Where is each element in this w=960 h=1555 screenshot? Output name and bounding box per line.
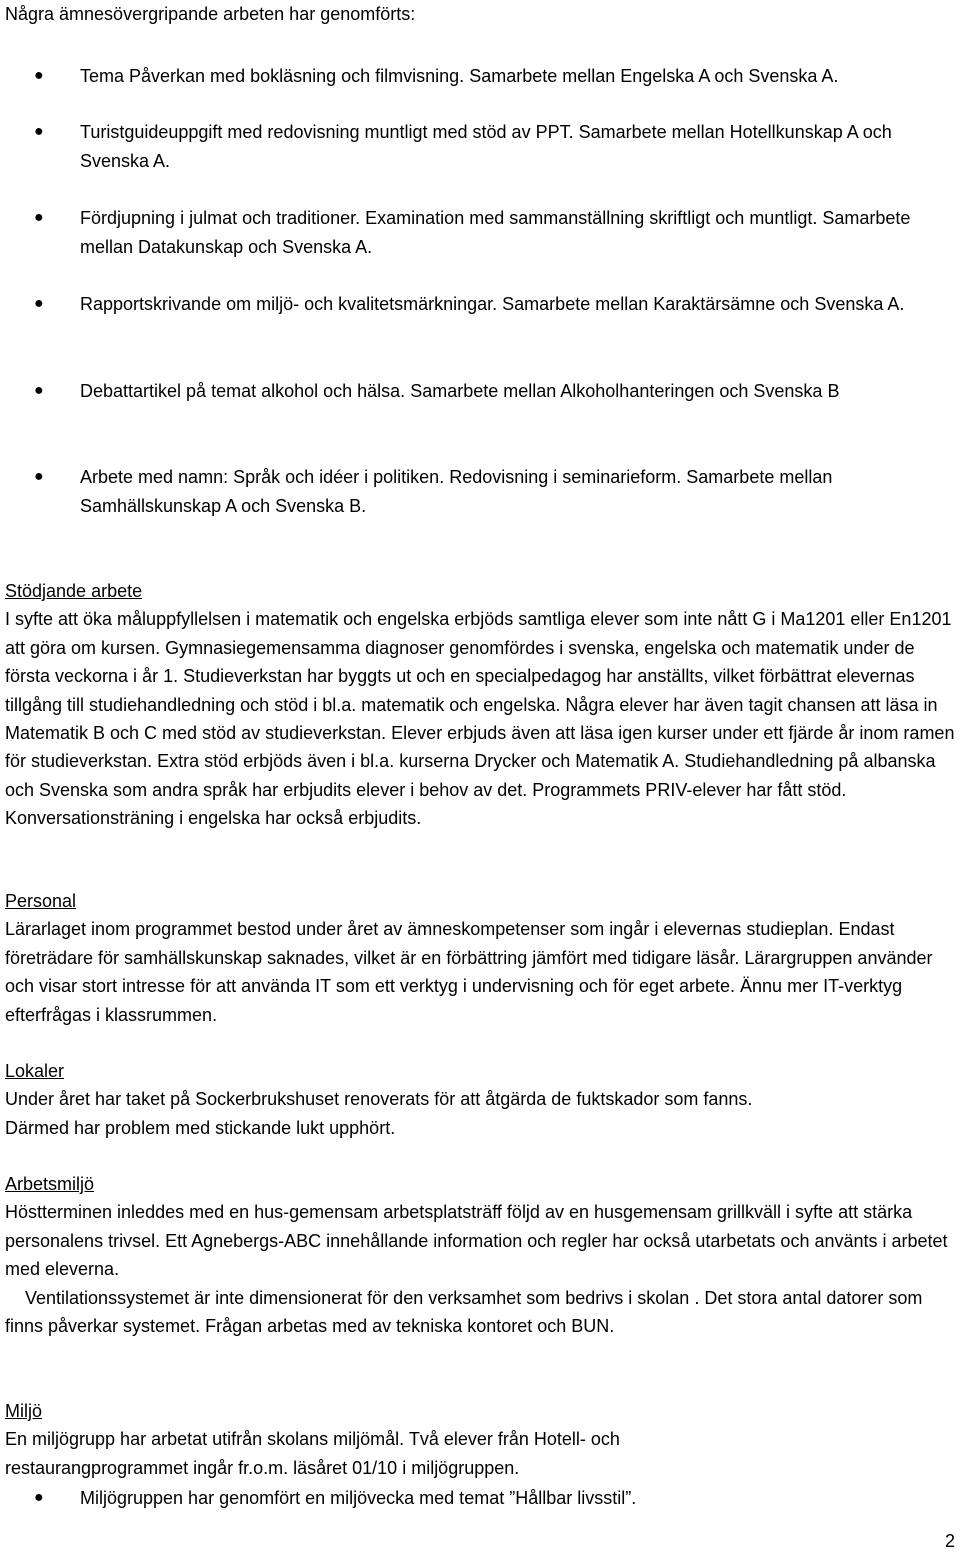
list-item-text: Tema Påverkan med bokläsning och filmvisning. Samarbete mellan Engelska A och Svenska A. [80,66,839,86]
section-personal [5,887,960,1029]
section-body: En miljögrupp har arbetat utifrån skolans miljömål. Två elever från Hotell- och restaurangprogrammet ingår fr.o.m. läsåret 01/10 i miljögruppen. [5,1429,620,1478]
section-lokaler [5,1057,960,1142]
list-item [34,204,940,261]
list-item [34,463,940,520]
list-item [34,290,940,319]
section-heading: Stödjande arbete [5,581,143,601]
bullet-icon: ● [34,123,44,140]
list-item-text: Fördjupning i julmat och traditioner. Examination med sammanställning skriftligt och muntligt. Samarbete mellan Datakunskap och Svenska A. [80,208,911,257]
intro-text: Några ämnesövergripande arbeten har genomförts: [5,4,416,24]
section-body: I syfte att öka måluppfyllelsen i matematik och engelska erbjöds samtliga elever som inte nått G i Ma1201 eller En1201 att göra om kursen. Gymnasiegemensamma diagnoser genomfördes i svenska, engelska och matematik under de första veckorna i år 1. Studieverkstan har byggts ut och en specialpedagog har anställts, vilket förbättrat elevernas tillgång till studiehandledning och stöd i bl.a. matematik och engelska. Några elever har även tagit chansen att läsa in Matematik B och C med stöd av studieverkstan. Elever erbjuds även att läsa igen kurser under ett fjärde år inom ramen för studieverkstan. Extra stöd erbjöds även i bl.a. kurserna Drycker och Matematik A. Studiehandledning på albanska och Svenska som andra språk har erbjudits elever i behov av det. Programmets PRIV-elever har fått stöd. Konversationsträning i engelska har också erbjudits. [5,609,955,829]
section-body: Lärarlaget inom programmet bestod under året av ämneskompetenser som ingår i elevernas studieplan. Endast företrädare för samhällskunskap saknades, vilket är en förbättring jämfört med tidigare läsår. Lärargruppen använder och visar stort intresse för att använda IT som ett verktyg i undervisning och för eget arbete. Ännu mer IT-verktyg efterfrågas i klassrummen. [5,919,933,1025]
section-heading: Miljö [5,1401,43,1421]
list-item [34,118,940,175]
section-arbetsmiljo [5,1170,960,1340]
list-item-text: Arbete med namn: Språk och idéer i politiken. Redovisning i seminarieform. Samarbete mellan Samhällskunskap A och Svenska B. [80,467,833,516]
page-number: 2 [944,1531,955,1551]
bullet-icon: ● [34,295,44,312]
bullet-icon: ● [34,67,44,84]
list-item-text: Rapportskrivande om miljö- och kvalitetsmärkningar. Samarbete mellan Karaktärsämne och Svenska A. [80,294,905,314]
section-body-line: Därmed har problem med stickande lukt upphört. [5,1117,396,1138]
list-item [34,62,940,91]
list-item-text: Miljögruppen har genomfört en miljövecka med temat ”Hållbar livsstil”. [80,1488,637,1508]
bullet-icon: ● [34,468,44,485]
list-item [34,1484,940,1513]
section-body: Ventilationssystemet är inte dimensionerat för den verksamhet som bedrivs i skolan . Det stora antal datorer som finns påverkar systemet. Frågan arbetas med av tekniska kontoret och BUN. [5,1287,923,1337]
bullet-icon: ● [34,209,44,226]
section-heading: Personal [5,891,77,911]
bullet-icon: ● [34,1489,44,1506]
section-body-line: Under året har taket på Sockerbrukshuset renoverats för att åtgärda de fuktskador som fanns. [5,1089,753,1110]
section-heading: Arbetsmiljö [5,1174,95,1194]
section-miljo [5,1397,960,1482]
section-stodjande [5,577,960,833]
list-item [34,377,940,406]
bullet-icon: ● [34,382,44,399]
section-heading: Lokaler [5,1061,65,1081]
section-body: Höstterminen inleddes med en hus-gemensam arbetsplatsträff följd av en husgemensam grillkväll i syfte att stärka personalens trivsel. Ett Agnebergs-ABC innehållande information och regler har också utarbetats och använts i arbetet med eleverna. [5,1202,948,1280]
list-item-text: Debattartikel på temat alkohol och hälsa. Samarbete mellan Alkoholhanteringen och Svenska B [80,381,840,401]
list-item-text: Turistguideuppgift med redovisning muntligt med stöd av PPT. Samarbete mellan Hotellkunskap A och Svenska A. [80,122,892,171]
